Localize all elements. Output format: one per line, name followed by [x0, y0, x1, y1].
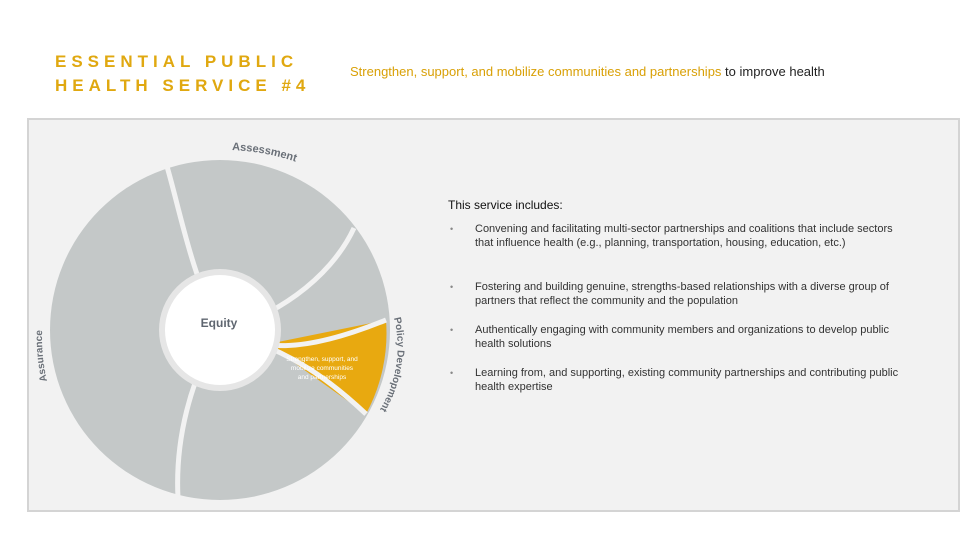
- essential-services-wheel: [28, 120, 428, 510]
- includes-heading: This service includes:: [448, 198, 563, 212]
- bullet-icon: •: [450, 368, 454, 378]
- list-item-text: Fostering and building genuine, strengths-based relationships with a diverse group of partners that reflect the community and the population: [475, 281, 889, 307]
- list-item: [448, 280, 908, 323]
- assessment-label: Assessment: [231, 140, 299, 165]
- includes-list: [448, 222, 908, 396]
- equity-label: Equity: [200, 316, 238, 330]
- service-subtitle: [350, 64, 825, 79]
- list-item: [448, 323, 908, 366]
- bullet-icon: •: [450, 325, 454, 335]
- bullet-icon: •: [450, 282, 454, 292]
- title-line-2: HEALTH SERVICE #4: [55, 76, 311, 95]
- bullet-icon: •: [450, 224, 454, 234]
- equity-circle: [162, 272, 278, 388]
- highlight-line-2: mobilize communities: [290, 365, 354, 372]
- list-item-text: Convening and facilitating multi-sector partnerships and coalitions that include sectors that influence health (e.g., planning, transportation, housing, education, etc.): [475, 223, 893, 249]
- subtitle-rest: to improve health: [721, 64, 825, 79]
- highlight-line-1: Strengthen, support, and: [286, 356, 358, 363]
- list-item-text: Learning from, and supporting, existing community partnerships and contributing public health expertise: [475, 367, 899, 393]
- title-line-1: ESSENTIAL PUBLIC: [55, 52, 299, 71]
- assurance-label: Assurance: [33, 330, 50, 383]
- policy-development-label: Policy Development: [377, 316, 406, 414]
- page-title: [55, 50, 310, 98]
- subtitle-highlight: Strengthen, support, and mobilize communities and partnerships: [350, 64, 722, 79]
- list-item-text: Authentically engaging with community members and organizations to develop public health solutions: [475, 324, 889, 350]
- highlight-line-3: and partnerships: [297, 374, 347, 381]
- list-item: [448, 222, 908, 280]
- list-item: [448, 366, 908, 396]
